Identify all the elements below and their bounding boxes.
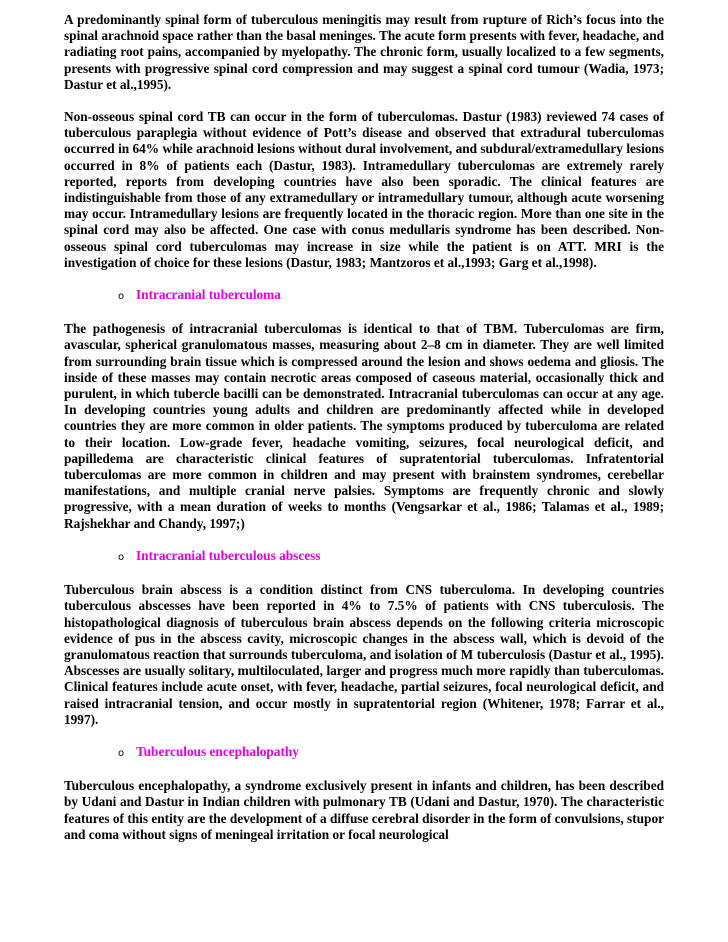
- paragraph-spinal-cord-tb: Non-osseous spinal cord TB can occur in the form of tuberculomas. Dastur (1983) reviewed 74 cases of tuberculous paraplegia without evidence of Pott’s disease and observed that extradural tuberculomas occurred in 64% while arachnoid lesions without dural involvement, and subdural/extramedullary lesions occurred in 8% of patients each (Dastur, 1983). Intramedullary tuberculomas are extremely rarely reported, reports from developing countries have also been sporadic. The clinical features are indistinguishable from those of any extramedullary or intramedullary tumour, although acute worsening may occur. Intramedullary lesions are frequently located in the thoracic region. More than one site in the spinal cord may also be affected. One case with conus medullaris syndrome has been described. Non-osseous spinal cord tuberculomas may increase in size while the patient is on ATT. MRI is the investigation of choice for these lesions (Dastur, 1983; Mantzoros et al.,1993; Garg et al.,1998).: [64, 109, 664, 270]
- bullet-icon: o: [118, 747, 125, 759]
- bullet-icon: o: [118, 291, 125, 303]
- heading-text: Tuberculous encephalopathy: [136, 743, 299, 759]
- section-heading-tuberculous-abscess: [64, 548, 664, 566]
- paragraph-tuberculous-encephalopathy: Tuberculous encephalopathy, a syndrome exclusively present in infants and children, has been described by Udani and Dastur in Indian children with pulmonary TB (Udani and Dastur, 1970). The characteristic features of this entity are the development of a diffuse cerebral disorder in the form of convulsions, stupor and coma without signs of meningeal irritation or focal neurological: [64, 778, 664, 842]
- bullet-icon: o: [118, 551, 125, 563]
- paragraph-intracranial-tuberculoma: The pathogenesis of intracranial tuberculomas is identical to that of TBM. Tuberculomas are firm, avascular, spherical granulomatous masses, measuring about 2–8 cm in diameter. They are well limited from surrounding brain tissue which is compressed around the lesion and shows oedema and gliosis. The inside of these masses may contain necrotic areas composed of caseous material, occasionally thick and purulent, in which tubercle bacilli can be demonstrated. Intracranial tuberculomas can occur at any age. In developing countries young adults and children are predominantly affected while in developed countries they are more common in older patients. The symptoms produced by tuberculoma are related to their location. Low-grade fever, headache vomiting, seizures, focal neurological deficit, and papilledema are characteristic clinical features of supratentorial tuberculomas. Infratentorial tuberculomas are more common in children and may present with brainstem syndromes, cerebellar manifestations, and multiple cranial nerve palsies. Symptoms are frequently chronic and slowly progressive, with a mean duration of weeks to months (Vengsarkar et al., 1986; Talamas et al., 1989; Rajshekhar and Chandy, 1997;): [64, 321, 664, 531]
- paragraph-tuberculous-abscess: Tuberculous brain abscess is a condition distinct from CNS tuberculoma. In developing countries tuberculous abscesses have been reported in 4% to 7.5% of patients with CNS tuberculosis. The histopathological diagnosis of tuberculous brain abscess depends on the following criteria microscopic evidence of pus in the abscess cavity, microscopic changes in the abscess wall, which is devoid of the granulomatous reaction that surrounds tuberculoma, and isolation of M tuberculosis (Dastur et al., 1995). Abscesses are usually solitary, multiloculated, larger and progress much more rapidly than tuberculomas. Clinical features include acute onset, with fever, headache, partial seizures, focal neurological deficit, and raised intracranial tension, and occur mostly in supratentorial region (Whitener, 1978; Farrar et al., 1997).: [64, 582, 664, 727]
- section-heading-tuberculous-encephalopathy: [64, 744, 664, 762]
- heading-text: Intracranial tuberculoma: [136, 287, 281, 303]
- paragraph-spinal-meningitis: A predominantly spinal form of tuberculous meningitis may result from rupture of Rich’s focus into the spinal arachnoid space rather than the basal meninges. The acute form presents with fever, headache, and radiating root pains, accompanied by myelopathy. The chronic form, usually localized to a few segments, presents with progressive spinal cord compression and may suggest a spinal cord tumour (Wadia, 1973; Dastur et al.,1995).: [64, 12, 664, 92]
- document-page: [64, 12, 664, 859]
- section-heading-intracranial-tuberculoma: [64, 287, 664, 305]
- heading-text: Intracranial tuberculous abscess: [136, 547, 321, 563]
